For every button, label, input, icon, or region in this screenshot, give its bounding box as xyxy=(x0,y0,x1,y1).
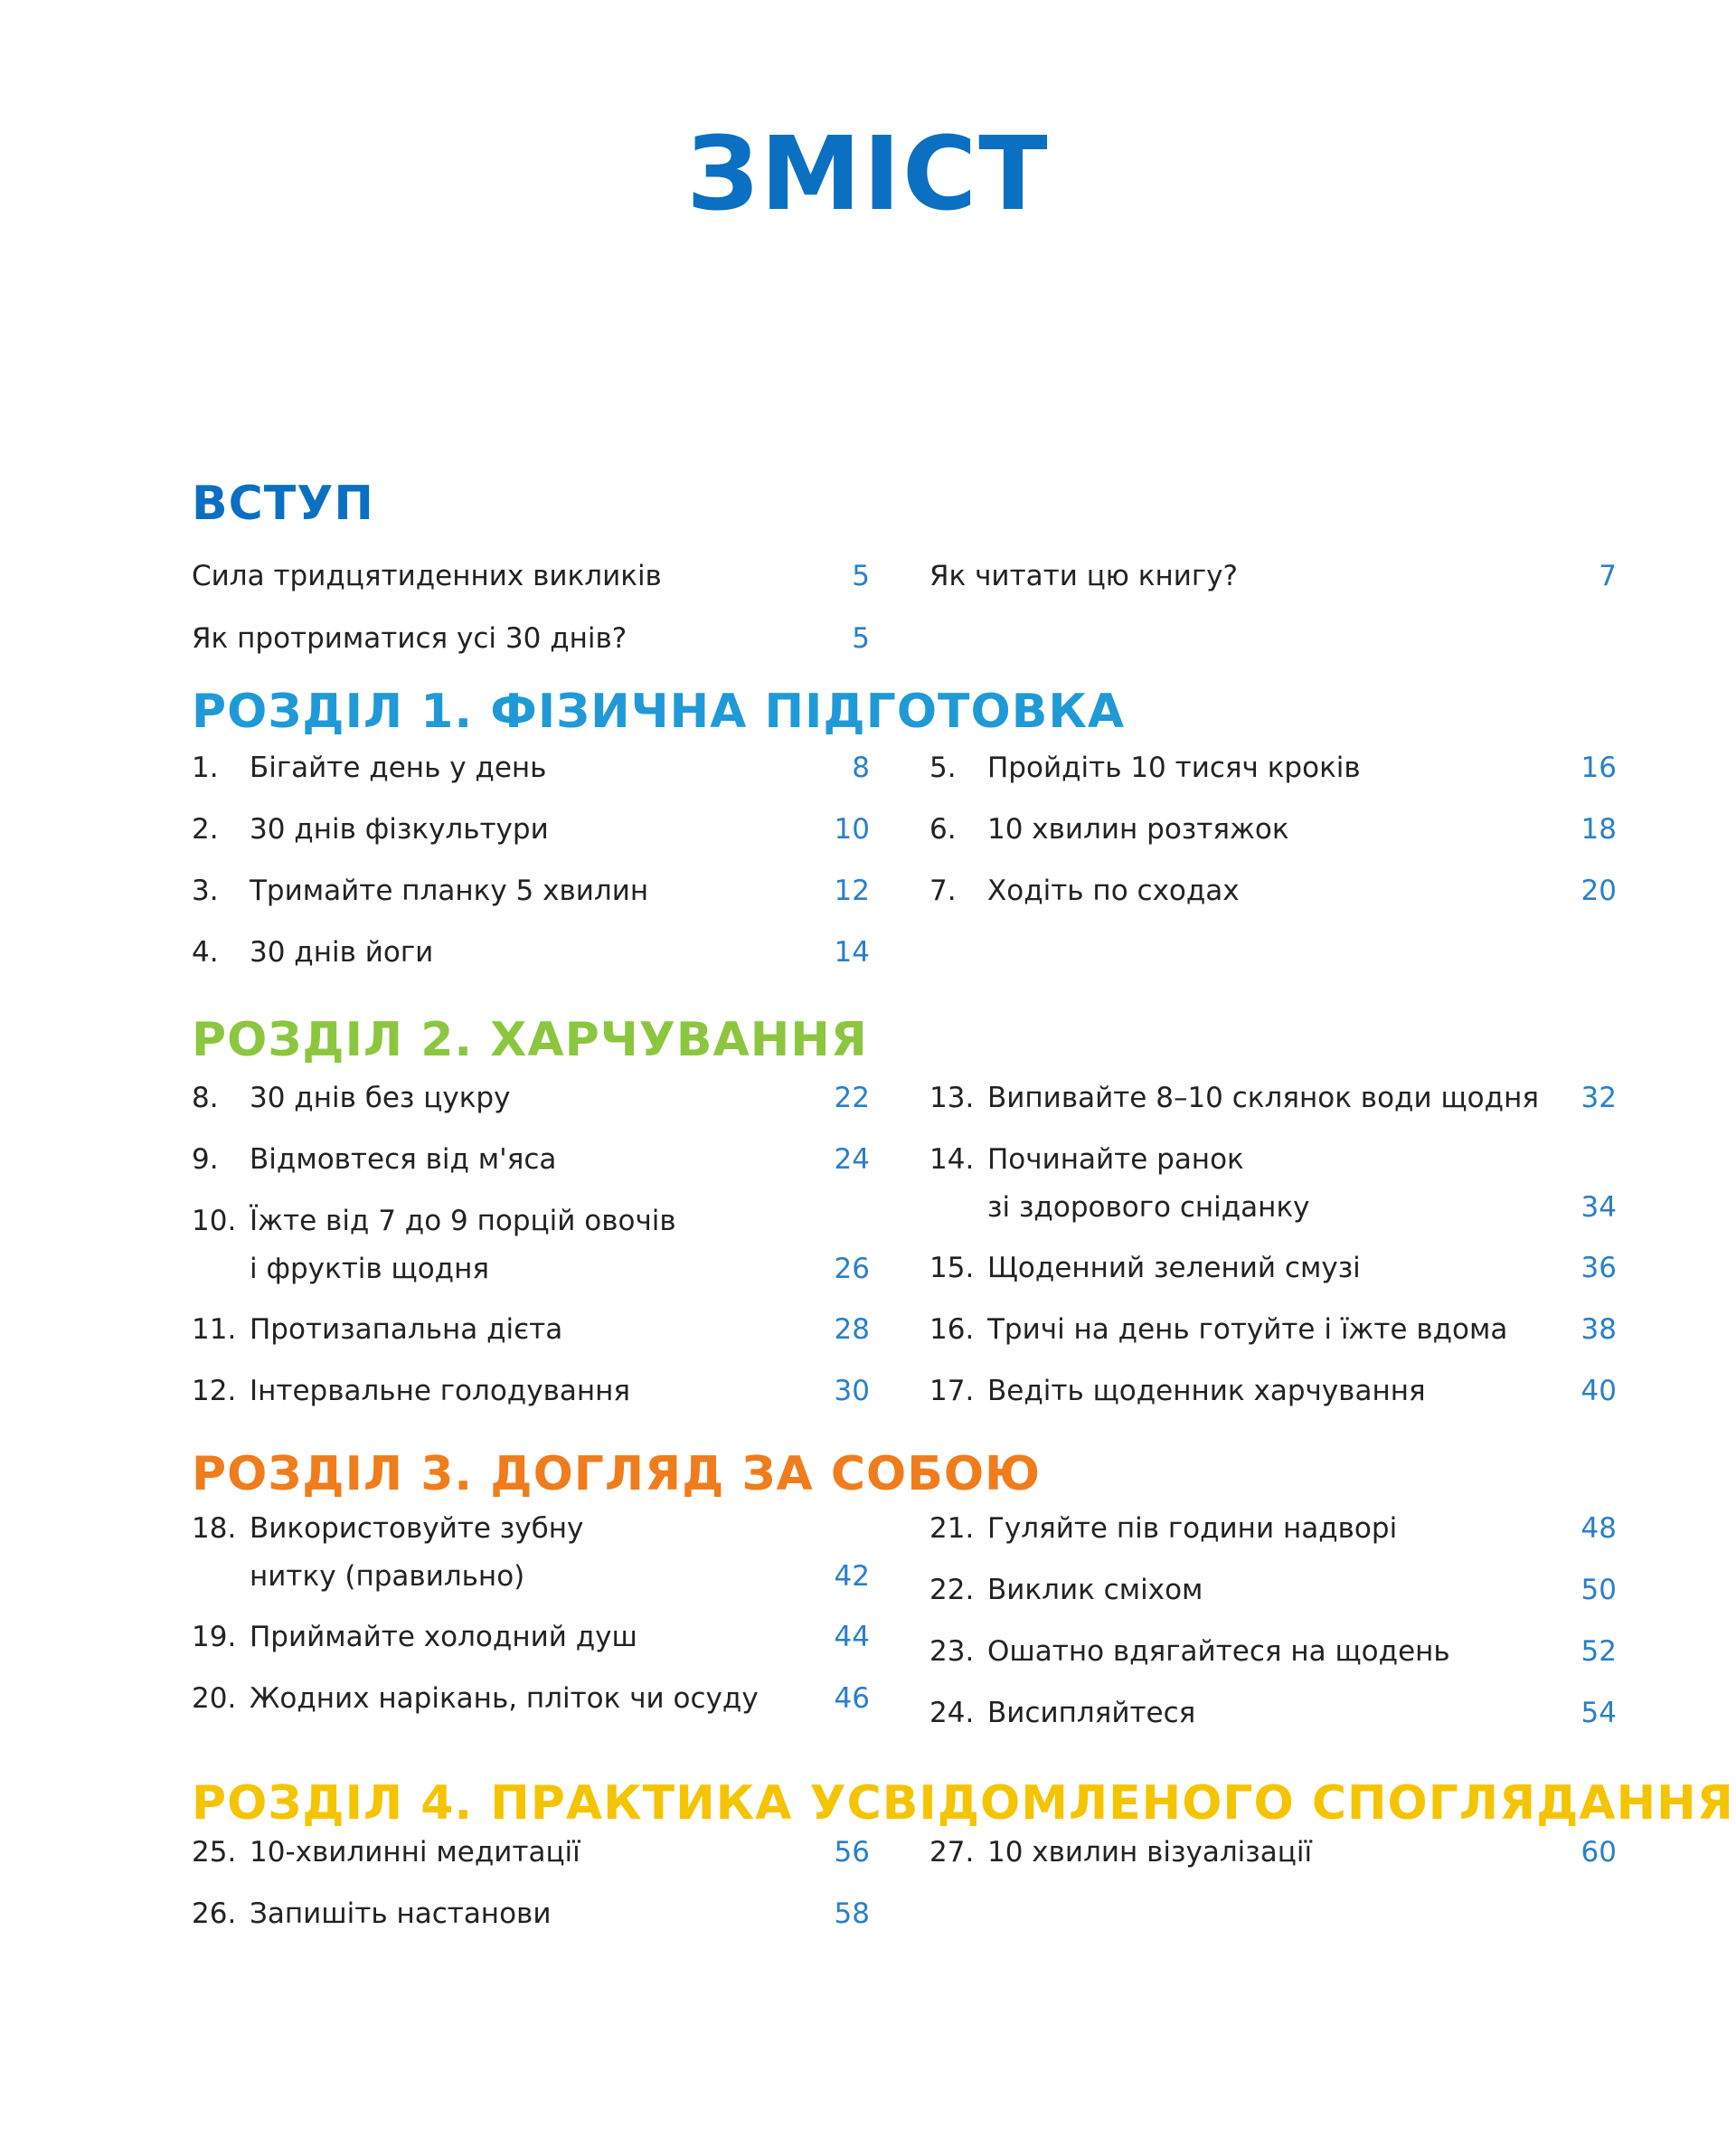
entry-number: 24. xyxy=(929,1697,975,1729)
entry-number: 9. xyxy=(192,1143,219,1176)
entry-number: 11. xyxy=(192,1313,237,1346)
page-number: 58 xyxy=(834,1897,870,1930)
entry-number: 13. xyxy=(929,1082,975,1114)
entry-title: Інтервальне голодування xyxy=(250,1375,631,1407)
page-number: 10 xyxy=(834,813,870,846)
page-number: 56 xyxy=(834,1836,870,1869)
entry-title: 10 хвилин розтяжок xyxy=(987,813,1289,846)
entry-title: Випивайте 8–10 склянок води щодня xyxy=(987,1082,1539,1114)
toc-section xyxy=(192,1445,1617,1729)
page-number: 44 xyxy=(834,1621,870,1653)
page-number: 26 xyxy=(834,1253,870,1285)
section-title: РОЗДІЛ 2. ХАРЧУВАННЯ xyxy=(192,1013,868,1067)
page-number: 32 xyxy=(1580,1082,1617,1114)
entry-number: 6. xyxy=(929,813,957,846)
entry-number: 15. xyxy=(929,1252,975,1284)
entry-title: Ошатно вдягайтеся на щодень xyxy=(987,1635,1450,1668)
page-number: 36 xyxy=(1580,1252,1617,1284)
toc-section xyxy=(192,1774,1734,1930)
entry-title: Починайте ранок xyxy=(987,1143,1244,1176)
entry-number: 27. xyxy=(929,1836,975,1869)
page-number: 5 xyxy=(852,560,870,592)
toc-section xyxy=(192,683,1617,969)
entry-title: Ходіть по сходах xyxy=(987,875,1240,907)
entry-number: 8. xyxy=(192,1082,219,1114)
entry-number: 23. xyxy=(929,1635,975,1668)
entry-title: Пройдіть 10 тисяч кроків xyxy=(987,752,1361,784)
entry-title: Як читати цю книгу? xyxy=(929,560,1238,592)
page-number: 22 xyxy=(834,1082,870,1114)
entry-title: 30 днів йоги xyxy=(250,936,434,969)
entry-number: 26. xyxy=(192,1897,237,1930)
entry-title: Ведіть щоденник харчування xyxy=(987,1375,1426,1407)
entry-title: 30 днів фізкультури xyxy=(250,813,549,846)
entry-number: 17. xyxy=(929,1375,975,1407)
page-number: 30 xyxy=(834,1375,870,1407)
entry-number: 2. xyxy=(192,813,219,846)
entry-title: 30 днів без цукру xyxy=(250,1082,511,1114)
page-number: 24 xyxy=(834,1143,870,1176)
entry-title: Як протриматися усі 30 днів? xyxy=(192,622,627,655)
page-number: 5 xyxy=(852,622,870,655)
entry-number: 21. xyxy=(929,1512,975,1545)
entry-title: Відмовтеся від м'яса xyxy=(250,1143,557,1176)
toc-section xyxy=(192,1011,1617,1407)
page-number: 42 xyxy=(834,1560,870,1593)
page-title: ЗМІСТ xyxy=(686,116,1050,233)
entry-number: 7. xyxy=(929,875,957,907)
entry-title-continued: нитку (правильно) xyxy=(250,1560,525,1593)
entry-title: 10 хвилин візуалізації xyxy=(987,1836,1313,1869)
page-number: 20 xyxy=(1580,875,1617,907)
entry-title: Використовуйте зубну xyxy=(250,1512,584,1545)
entry-title: Запишіть настанови xyxy=(250,1897,552,1930)
entry-title-continued: зі здорового сніданку xyxy=(987,1191,1310,1224)
page-number: 50 xyxy=(1580,1574,1617,1606)
entry-number: 25. xyxy=(192,1836,237,1869)
entry-number: 20. xyxy=(192,1682,237,1715)
entry-number: 16. xyxy=(929,1313,975,1346)
entry-title: Бігайте день у день xyxy=(250,752,547,784)
page-number: 48 xyxy=(1580,1512,1617,1545)
entry-title: Жодних нарікань, пліток чи осуду xyxy=(250,1682,759,1715)
section-title: РОЗДІЛ 1. ФІЗИЧНА ПІДГОТОВКА xyxy=(192,685,1126,739)
entry-number: 1. xyxy=(192,752,219,784)
section-title: ВСТУП xyxy=(192,477,374,531)
entry-title: Щоденний зелений смузі xyxy=(987,1252,1361,1284)
page-number: 52 xyxy=(1580,1635,1617,1668)
entry-title: Їжте від 7 до 9 порцій овочів xyxy=(250,1205,676,1237)
page-number: 18 xyxy=(1580,813,1617,846)
entry-number: 22. xyxy=(929,1574,975,1606)
page-number: 16 xyxy=(1580,752,1617,784)
entry-title: Тричі на день готуйте і їжте вдома xyxy=(987,1313,1508,1346)
page-number: 14 xyxy=(834,936,870,969)
section-title: РОЗДІЛ 3. ДОГЛЯД ЗА СОБОЮ xyxy=(192,1447,1042,1501)
entry-title: Висипляйтеся xyxy=(987,1697,1196,1729)
page-number: 7 xyxy=(1599,560,1617,592)
entry-title: Сила тридцятиденних викликів xyxy=(192,560,662,592)
entry-number: 12. xyxy=(192,1375,237,1407)
section-title: РОЗДІЛ 4. ПРАКТИКА УСВІДОМЛЕНОГО СПОГЛЯДАННЯ xyxy=(192,1776,1734,1831)
page-number: 54 xyxy=(1580,1697,1617,1729)
entry-number: 14. xyxy=(929,1143,975,1176)
entry-title: Протизапальна дієта xyxy=(250,1313,563,1346)
entry-title: Гуляйте пів години надворі xyxy=(987,1512,1398,1545)
entry-number: 4. xyxy=(192,936,219,969)
page-number: 60 xyxy=(1580,1836,1617,1869)
entry-title: 10-хвилинні медитації xyxy=(250,1836,580,1869)
page-number: 28 xyxy=(834,1313,870,1346)
entry-number: 10. xyxy=(192,1205,237,1237)
entry-title: Виклик сміхом xyxy=(987,1574,1203,1606)
page-number: 12 xyxy=(834,875,870,907)
entry-number: 5. xyxy=(929,752,957,784)
entry-number: 18. xyxy=(192,1512,237,1545)
entry-number: 19. xyxy=(192,1621,237,1653)
page-number: 38 xyxy=(1580,1313,1617,1346)
entry-number: 3. xyxy=(192,875,219,907)
toc-section xyxy=(192,475,1617,655)
page-number: 8 xyxy=(852,752,870,784)
page-number: 40 xyxy=(1580,1375,1617,1407)
entry-title-continued: і фруктів щодня xyxy=(250,1253,490,1285)
entry-title: Тримайте планку 5 хвилин xyxy=(250,875,649,907)
entry-title: Приймайте холодний душ xyxy=(250,1621,637,1653)
page-number: 46 xyxy=(834,1682,870,1715)
page-number: 34 xyxy=(1580,1191,1617,1224)
